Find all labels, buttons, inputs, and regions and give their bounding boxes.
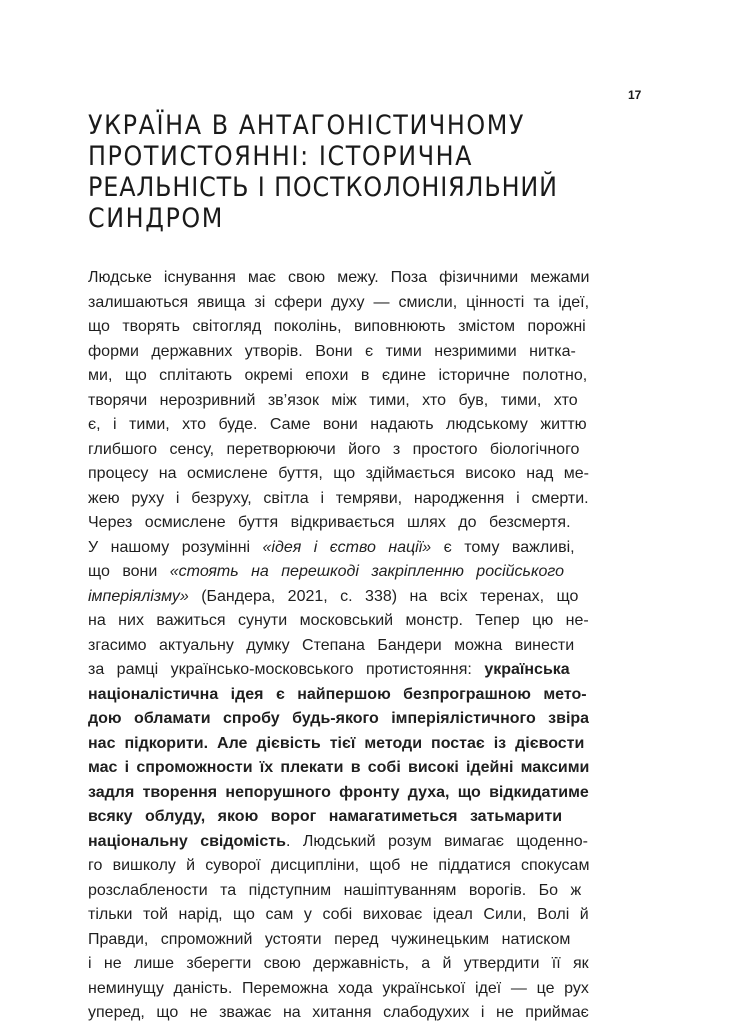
text-line <box>88 732 589 757</box>
text-run: на них важиться сунути московський монстр. Тепер цю не- <box>88 612 589 629</box>
text-line <box>88 438 589 463</box>
text-run: за рамці українсько-московського протистояння: <box>88 661 485 678</box>
text-line <box>88 266 589 291</box>
text-line <box>88 977 589 1002</box>
text-line <box>88 364 589 389</box>
title-line: РЕАЛЬНІСТЬ І ПОСТКОЛОНІЯЛЬНИЙ <box>88 172 558 203</box>
text-line <box>88 707 589 732</box>
text-line <box>88 413 589 438</box>
text-line <box>88 854 589 879</box>
text-run: є, і тими, хто буде. Саме вони надають людському життю <box>88 416 587 433</box>
bold-text: задля творення непорушного фронту духа, що відкидатиме <box>88 783 589 801</box>
text-line <box>88 585 589 610</box>
text-run: У нашому розумінні <box>88 538 263 556</box>
text-line <box>88 830 589 855</box>
text-line <box>88 952 589 977</box>
text-run: Через осмислене буття відкривається шлях до безсмертя. <box>88 514 571 531</box>
text-line <box>88 511 589 536</box>
text-run: є тому важливі, <box>431 538 575 556</box>
text-line <box>88 756 589 781</box>
text-run: тільки той нарід, що сам у собі виховає ідеал Сили, Волі й <box>88 906 589 923</box>
text-run: глибшого сенсу, перетворюючи його з простого біологічного <box>88 440 580 458</box>
title-line: ПРОТИСТОЯННІ: ІСТОРИЧНА <box>88 141 474 172</box>
body-paragraph <box>88 266 589 1026</box>
bold-text: націоналістична ідея є найпершою безпрограшною мето- <box>88 685 587 703</box>
text-line <box>88 634 589 659</box>
text-line <box>88 1001 589 1026</box>
text-run: Людське існування має свою межу. Поза фізичними межами <box>88 269 589 286</box>
italic-quote: «ідея і єство нації» <box>262 538 432 556</box>
text-line <box>88 879 589 904</box>
text-line <box>88 781 589 806</box>
text-run: творячи нерозривний зв’язок між тими, хто був, тими, хто <box>88 391 578 409</box>
text-run: Правди, спроможний устояти перед чужинецьким натиском <box>88 930 571 948</box>
text-run: згасимо актуальну думку Степана Бандери можна винести <box>88 636 575 654</box>
page-number: 17 <box>628 88 642 102</box>
text-line <box>88 487 589 512</box>
text-line <box>88 658 589 683</box>
text-line <box>88 560 589 585</box>
bold-text: мас і спроможности їх плекати в собі високі ідейні максими <box>88 759 589 776</box>
bold-text: нас підкорити. Але дієвість тієї методи постає із дієвости <box>88 734 585 752</box>
text-line <box>88 462 589 487</box>
bold-text: дою обламати спробу будь-якого імперіялістичного звіра <box>88 710 589 727</box>
chapter-title <box>88 110 558 234</box>
text-run: го вишколу й суворої дисципліни, щоб не піддатися спокусам <box>88 857 589 874</box>
text-run: що вони <box>88 563 170 580</box>
text-line <box>88 315 589 340</box>
text-run: залишаються явища зі сфери духу — смисли, цінності та ідеї, <box>88 293 589 311</box>
text-run: неминущу даність. Переможна хода української ідеї — це рух <box>88 979 589 997</box>
text-line <box>88 536 589 561</box>
text-run: ми, що сплітають окремі епохи в єдине історичне полотно, <box>88 367 588 384</box>
text-line <box>88 609 589 634</box>
text-run: жею руху і безруху, світла і темряви, народження і смерти. <box>88 489 589 507</box>
text-run: що творять світогляд поколінь, виповнюють змістом порожні <box>88 318 586 335</box>
bold-text: українська <box>484 661 570 678</box>
text-line <box>88 928 589 953</box>
text-run: форми державних утворів. Вони є тими незримими нитка- <box>88 342 576 360</box>
text-line <box>88 903 589 928</box>
text-run: уперед, що не зважає на хитання слабодухих і не приймає <box>88 1004 589 1021</box>
italic-quote: «стоять на перешкоді закріпленню російського <box>169 563 565 580</box>
text-line <box>88 340 589 365</box>
bold-text: національну свідомість <box>88 832 286 850</box>
text-run: . Людський розум вимагає щоденно- <box>285 832 588 850</box>
text-run: (Бандера, 2021, с. 338) на всіх теренах, що <box>188 587 579 605</box>
text-run: процесу на осмислене буття, що здіймається високо над ме- <box>88 465 589 482</box>
title-line: УКРАЇНА В АНТАГОНІСТИЧНОМУ <box>88 110 526 141</box>
text-run: і не лише зберегти свою державність, а й утвердити її як <box>88 955 589 972</box>
italic-quote: імперіялізму» <box>88 587 189 605</box>
text-line <box>88 291 589 316</box>
text-line <box>88 683 589 708</box>
text-line <box>88 805 589 830</box>
text-line <box>88 389 589 414</box>
title-line: СИНДРОМ <box>88 203 224 234</box>
text-run: розслаблености та підступним нашіптуванням ворогів. Бо ж <box>88 881 582 899</box>
bold-text: всяку облуду, якою ворог намагатиметься затьмарити <box>88 808 563 825</box>
